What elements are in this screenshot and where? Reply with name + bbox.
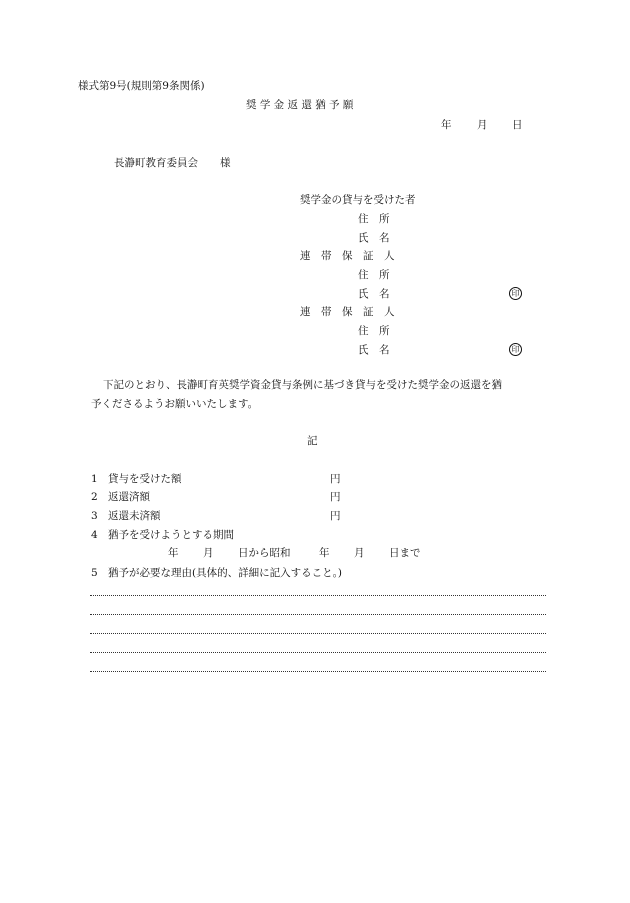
addressee-name: 長瀞町教育委員会: [114, 157, 198, 169]
guarantor2-seal-mark: 印: [509, 343, 522, 356]
item3-unit: 円: [330, 510, 341, 522]
guarantor1-name-label: 氏 名: [358, 288, 390, 300]
form-number: 様式第9号(規則第9条関係): [78, 80, 205, 92]
guarantor1-address-label: 住 所: [358, 269, 390, 281]
item2-unit: 円: [330, 491, 341, 503]
writing-line: [90, 652, 546, 653]
writing-line: [90, 595, 546, 596]
guarantor2-address-label: 住 所: [358, 325, 390, 337]
period-month2: 月: [354, 547, 365, 559]
item5-number: 5: [91, 567, 98, 579]
writing-line: [90, 671, 546, 672]
writing-line: [90, 614, 546, 615]
period-year2: 年: [319, 547, 330, 559]
period-day2: 日まで: [389, 547, 421, 559]
guarantor1-heading: 連 帯 保 証 人: [300, 250, 395, 262]
item5-label: 猶予が必要な理由(具体的、詳細に記入すること。): [108, 567, 342, 579]
item1-label: 貸与を受けた額: [108, 473, 182, 485]
guarantor2-heading: 連 帯 保 証 人: [300, 306, 395, 318]
item1-number: 1: [91, 473, 98, 485]
document-title: 奨 学 金 返 還 猶 予 願: [246, 99, 354, 111]
item4-label: 猶予を受けようとする期間: [108, 529, 234, 541]
addressee-honorific: 様: [220, 157, 231, 169]
guarantor1-seal-mark: 印: [509, 287, 522, 300]
item2-number: 2: [91, 491, 98, 503]
item4-number: 4: [91, 529, 98, 541]
applicant-address-label: 住 所: [358, 213, 390, 225]
applicant-heading: 奨学金の貸与を受けた者: [300, 194, 416, 206]
body-text-line2: 予くださるようお願いいたします。: [91, 398, 259, 410]
period-month1: 月: [203, 547, 214, 559]
applicant-name-label: 氏 名: [358, 232, 390, 244]
item3-label: 返還未済額: [108, 510, 161, 522]
guarantor2-name-label: 氏 名: [358, 344, 390, 356]
item3-number: 3: [91, 510, 98, 522]
item1-unit: 円: [330, 473, 341, 485]
ki-heading: 記: [307, 435, 318, 447]
writing-line: [90, 633, 546, 634]
item2-label: 返還済額: [108, 491, 150, 503]
date-year: 年: [441, 119, 452, 131]
body-text-line1: 下記のとおり、長瀞町育英奨学資金貸与条例に基づき貸与を受けた奨学金の返還を猶: [103, 379, 502, 391]
date-month: 月: [477, 119, 488, 131]
period-year1: 年: [168, 547, 179, 559]
date-day: 日: [512, 119, 523, 131]
period-day1: 日から昭和: [238, 547, 291, 559]
